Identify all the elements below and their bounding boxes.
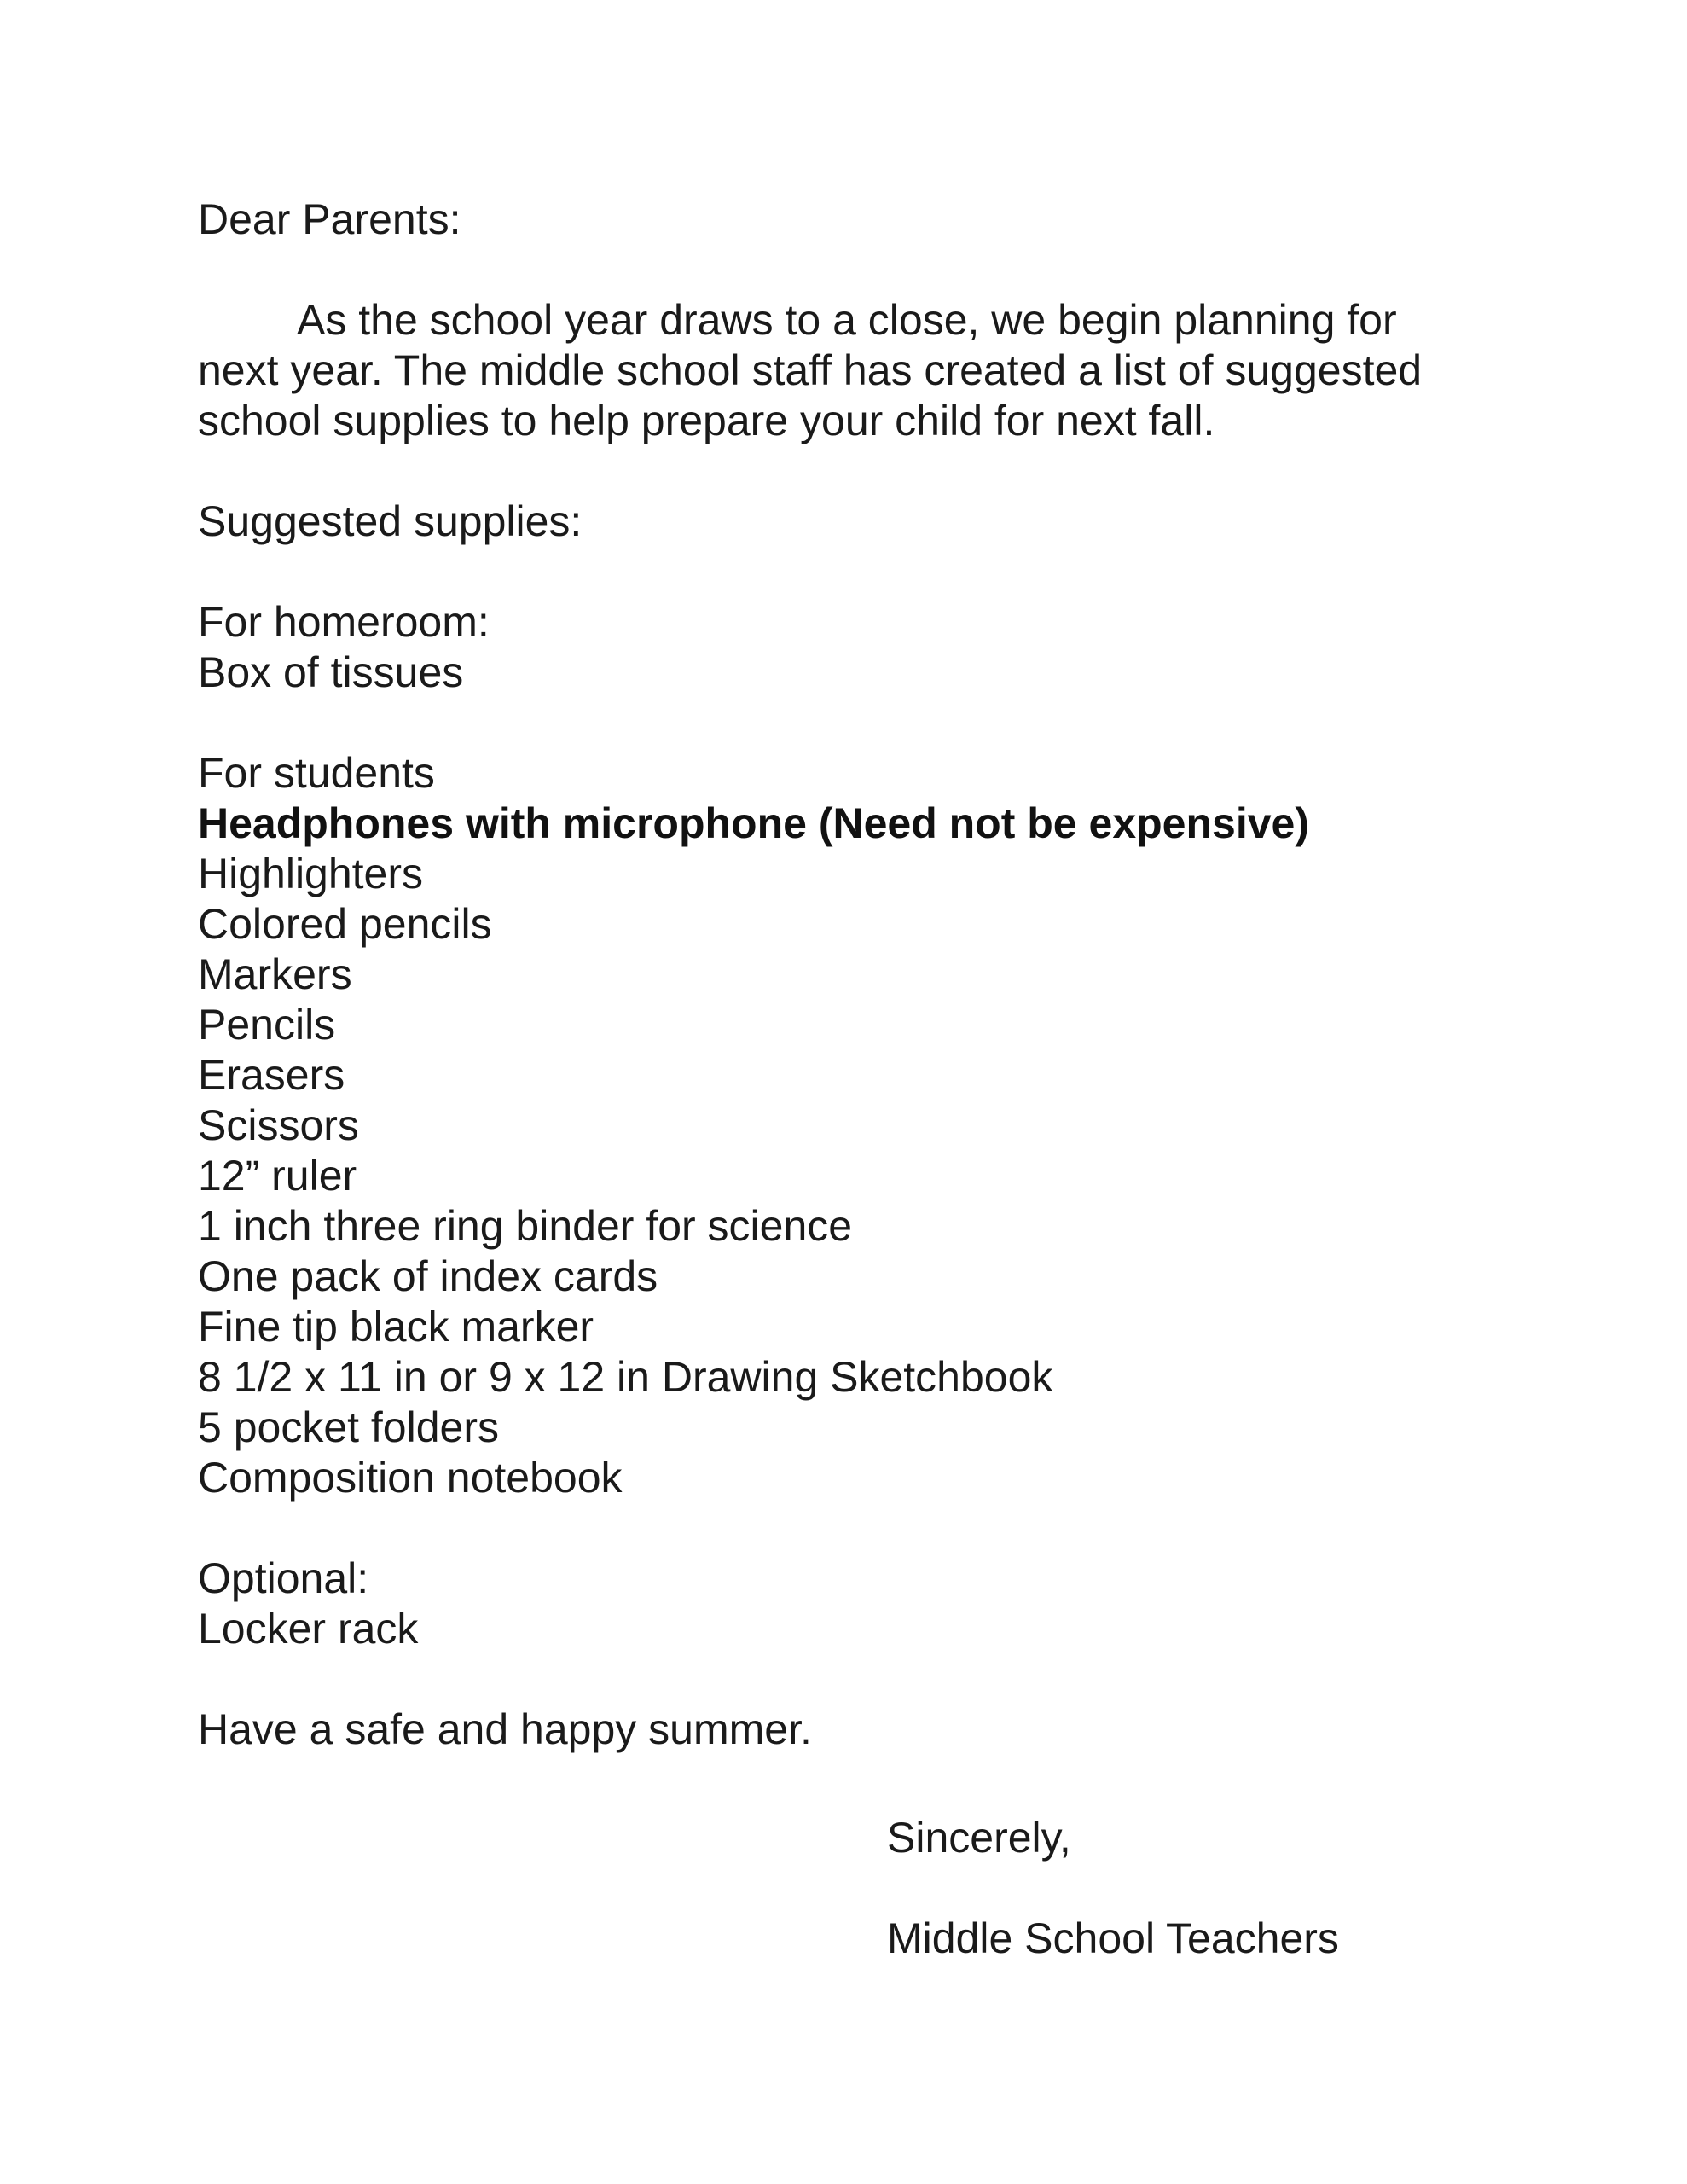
students-item: Erasers	[198, 1051, 345, 1099]
suggested-supplies-heading: Suggested supplies:	[198, 497, 583, 545]
students-item: Scissors	[198, 1101, 359, 1149]
signature-block	[887, 1813, 1339, 1964]
spacer	[198, 1503, 1528, 1554]
optional-item: Locker rack	[198, 1605, 419, 1653]
homeroom-item: Box of tissues	[198, 648, 464, 696]
students-item: Markers	[198, 950, 352, 998]
intro-line-3: school supplies to help prepare your child for next fall.	[198, 397, 1215, 444]
spacer	[198, 547, 1528, 597]
students-item: 1 inch three ring binder for science	[198, 1202, 853, 1250]
students-item: One pack of index cards	[198, 1252, 658, 1300]
students-item: Colored pencils	[198, 900, 492, 948]
students-item: 12” ruler	[198, 1152, 357, 1199]
spacer	[198, 245, 1528, 295]
students-heading: For students	[198, 749, 435, 797]
students-highlight-item: Headphones with microphone (Need not be expensive)	[198, 799, 1309, 847]
optional-heading: Optional:	[198, 1554, 369, 1602]
spacer	[198, 1654, 1528, 1705]
students-item: Highlighters	[198, 850, 424, 897]
letter-body	[198, 195, 1528, 1755]
spacer	[198, 698, 1528, 748]
students-item: 8 1/2 x 11 in or 9 x 12 in Drawing Sketchbook	[198, 1353, 1053, 1401]
spacer	[887, 1863, 1339, 1914]
signature-closing: Sincerely,	[887, 1814, 1071, 1862]
students-item: Fine tip black marker	[198, 1303, 594, 1350]
closing-message: Have a safe and happy summer.	[198, 1705, 812, 1753]
intro-line-1: As the school year draws to a close, we begin planning for	[297, 296, 1397, 344]
students-item: Pencils	[198, 1001, 336, 1048]
students-item: Composition notebook	[198, 1454, 623, 1502]
students-item: 5 pocket folders	[198, 1403, 499, 1451]
spacer	[198, 446, 1528, 497]
signature-name: Middle School Teachers	[887, 1914, 1339, 1962]
salutation: Dear Parents:	[198, 195, 461, 243]
intro-line-2: next year. The middle school staff has created a list of suggested	[198, 346, 1423, 394]
homeroom-heading: For homeroom:	[198, 598, 490, 646]
